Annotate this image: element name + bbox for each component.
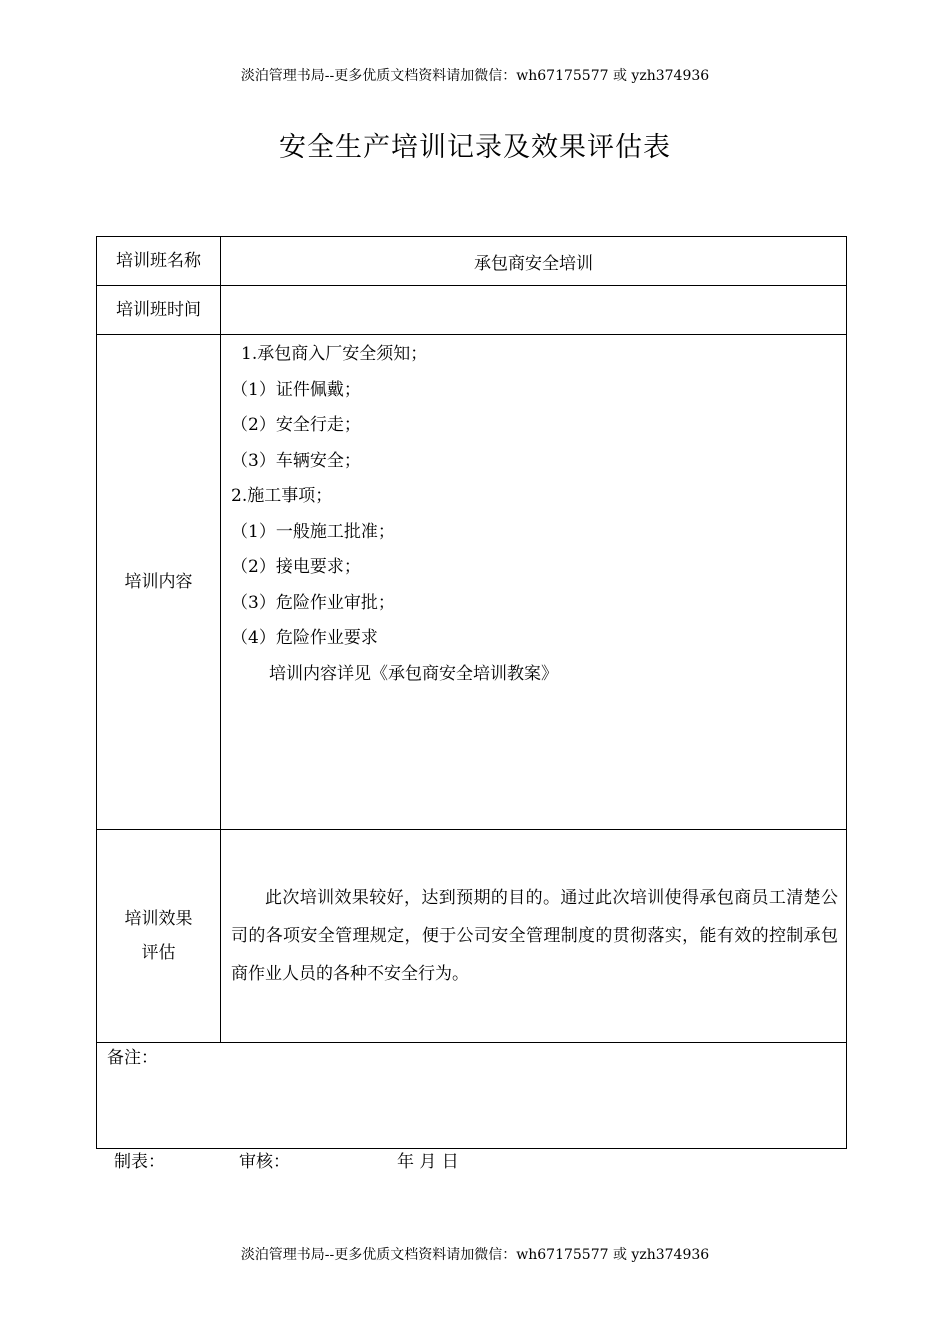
content-line: 1.承包商入厂安全须知； [241, 344, 428, 364]
evaluation-label [97, 830, 221, 1043]
remarks-row [97, 1043, 847, 1149]
prepared-by-label: 制表： [114, 1152, 165, 1172]
reviewed-by-label: 审核： [239, 1152, 290, 1172]
evaluation-text: 此次培训效果较好，达到预期的目的。通过此次培训使得承包商员工清楚公司的各项安全管理规定，便于公司安全管理制度的贯彻落实，能有效的控制承包商作业人员的各种不安全行为。 [231, 888, 838, 984]
content-line: 2.施工事项； [231, 486, 333, 506]
content-label: 培训内容 [97, 335, 221, 830]
remarks-label: 备注： [107, 1048, 158, 1068]
content-line: （3）危险作业审批； [231, 592, 395, 613]
evaluation-label-line: 培训效果 [124, 909, 193, 929]
content-line: 培训内容详见《承包商安全培训教案》 [269, 663, 558, 684]
page-title: 安全生产培训记录及效果评估表 [279, 132, 671, 163]
content-line: （4）危险作业要求 [231, 628, 378, 648]
class-time-value [221, 286, 847, 335]
date-label: 年 月 日 [397, 1152, 459, 1172]
training-record-table [96, 236, 847, 1149]
class-name-row [97, 237, 847, 286]
content-line: （2）安全行走； [231, 415, 361, 435]
content-cell [221, 335, 847, 830]
evaluation-row [97, 830, 847, 1043]
content-row [97, 335, 847, 830]
content-line: （3）车辆安全； [231, 450, 361, 471]
content-line: （1）一般施工批准； [231, 521, 395, 542]
class-name-label: 培训班名称 [97, 237, 221, 286]
footer-note: 淡泊管理书局--更多优质文档资料请加微信：wh67175577 或 yzh374936 [240, 1247, 710, 1263]
remarks-cell [97, 1043, 847, 1149]
content-line: （2）接电要求； [231, 557, 361, 577]
content-line: （1）证件佩戴； [231, 379, 361, 400]
class-time-label: 培训班时间 [97, 286, 221, 335]
class-name-value: 承包商安全培训 [221, 237, 847, 286]
evaluation-label-line: 评估 [141, 943, 176, 963]
header-note: 淡泊管理书局--更多优质文档资料请加微信：wh67175577 或 yzh374936 [240, 68, 710, 84]
evaluation-cell [221, 830, 847, 1043]
class-time-row [97, 286, 847, 335]
